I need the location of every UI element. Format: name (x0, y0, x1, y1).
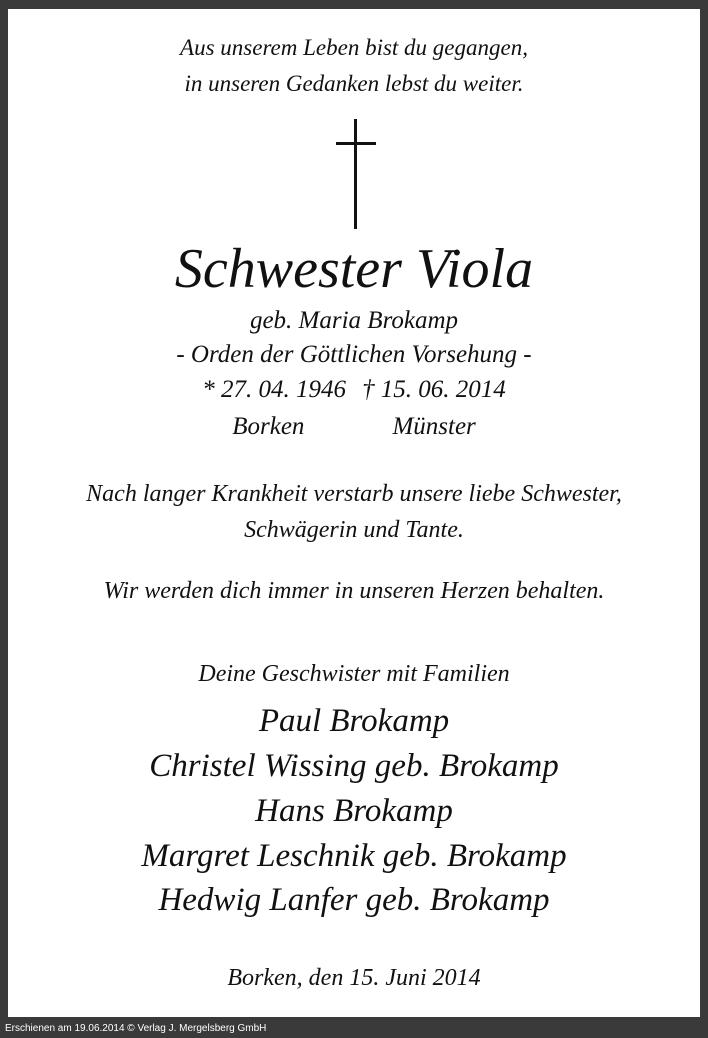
life-places (8, 414, 700, 439)
death-place: Münster (392, 413, 476, 440)
publication-footer: Erschienen am 19.06.2014 © Verlag J. Mergelsberg GmbH (5, 1023, 267, 1034)
birth-date: * 27. 04. 1946 (202, 376, 346, 403)
mourner-name: Hans Brokamp (255, 793, 453, 829)
mourner-name: Margret Leschnik geb. Brokamp (141, 838, 567, 874)
cross-icon (336, 119, 376, 229)
message-line-1: Nach langer Krankheit verstarb unsere liebe Schwester, (86, 481, 622, 507)
deceased-name: Schwester Viola (174, 238, 534, 300)
mourner-name: Hedwig Lanfer geb. Brokamp (158, 882, 550, 918)
birth-name: geb. Maria Brokamp (249, 307, 459, 334)
death-date: † 15. 06. 2014 (362, 376, 506, 403)
birth-place: Borken (232, 413, 305, 440)
religious-order: - Orden der Göttlichen Vorsehung - (176, 341, 532, 368)
motto-line-1: Aus unserem Leben bist du gegangen, (180, 35, 528, 60)
message-line-3: Wir werden dich immer in unseren Herzen behalten. (103, 578, 605, 604)
place-and-date: Borken, den 15. Juni 2014 (227, 965, 481, 991)
mourner-name: Paul Brokamp (258, 703, 450, 739)
message-line-2: Schwägerin und Tante. (244, 517, 464, 543)
obituary-notice (8, 9, 700, 1017)
life-dates (8, 377, 700, 402)
mourners-intro: Deine Geschwister mit Familien (198, 661, 510, 687)
mourner-name: Christel Wissing geb. Brokamp (149, 748, 559, 784)
motto-line-2: in unseren Gedanken lebst du weiter. (184, 71, 524, 96)
